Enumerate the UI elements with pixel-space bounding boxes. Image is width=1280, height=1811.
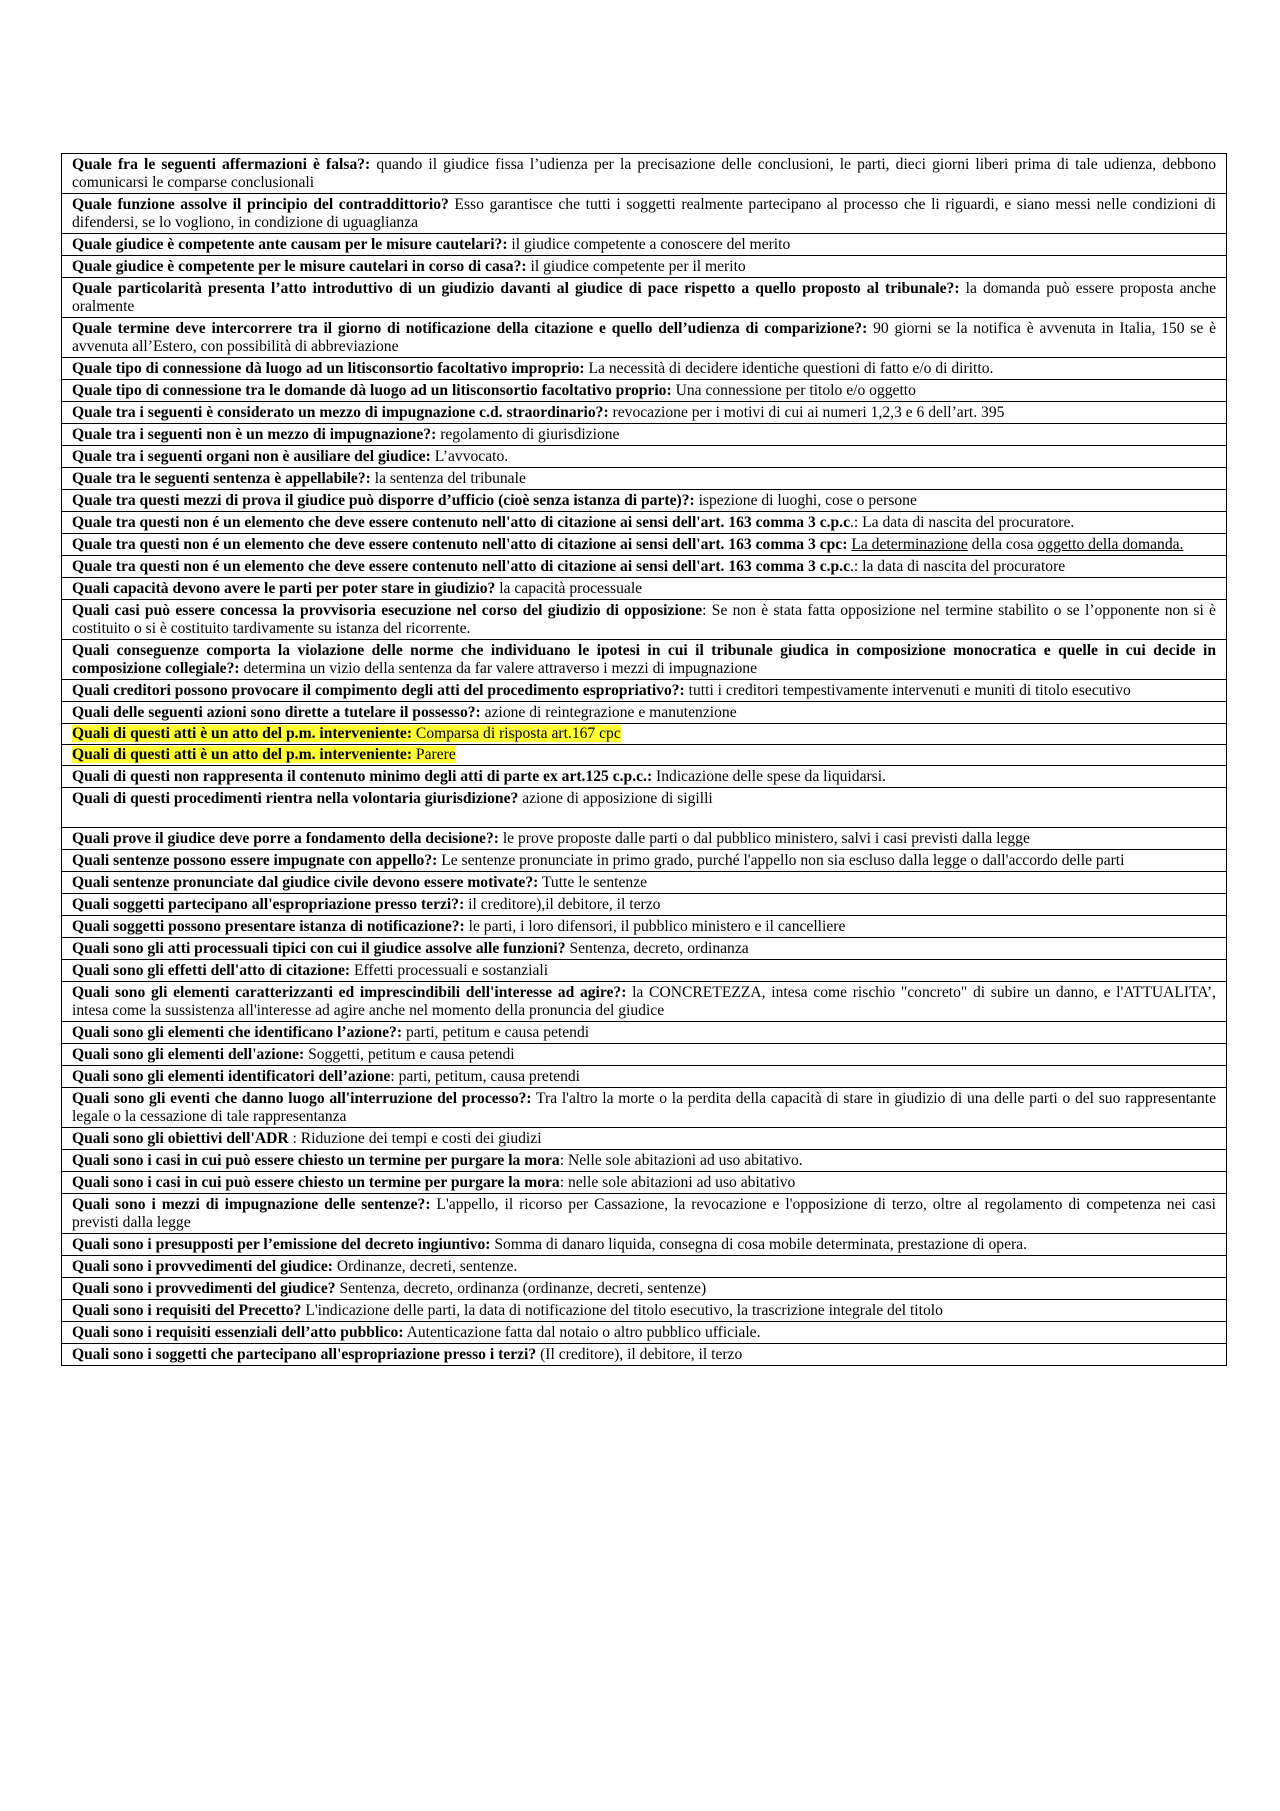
answer-text: regolamento di giurisdizione xyxy=(436,426,620,443)
answer-text: .: la data di nascita del procuratore xyxy=(850,558,1066,575)
qa-cell xyxy=(62,278,1227,318)
document-page xyxy=(61,153,1227,1366)
qa-cell xyxy=(62,358,1227,380)
answer-text: Parere xyxy=(412,746,456,763)
underlined-answer-text: La determinazione xyxy=(851,536,968,553)
table-row xyxy=(62,1194,1227,1234)
question-text: Quali di questi atti è un atto del p.m. interveniente: xyxy=(72,725,413,742)
qa-cell xyxy=(62,1066,1227,1088)
answer-text: : Nelle sole abitazioni ad uso abitativo. xyxy=(559,1152,803,1169)
qa-cell xyxy=(62,194,1227,234)
answer-text: le prove proposte dalle parti o dal pubblico ministero, salvi i casi previsti dalla legge xyxy=(498,830,1030,847)
table-row xyxy=(62,424,1227,446)
question-text: Quale fra le seguenti affermazioni è falsa?: xyxy=(72,156,371,173)
answer-text: Comparsa di risposta art.167 cpc xyxy=(412,725,621,742)
table-row xyxy=(62,468,1227,490)
table-row xyxy=(62,894,1227,916)
table-row xyxy=(62,916,1227,938)
question-text: Quali sono i provvedimenti del giudice? xyxy=(72,1280,336,1297)
highlight xyxy=(72,725,621,742)
qa-cell xyxy=(62,1044,1227,1066)
question-text: Quale funzione assolve il principio del contraddittorio? xyxy=(72,196,449,213)
table-row xyxy=(62,828,1227,850)
answer-text: Sentenza, decreto, ordinanza xyxy=(565,940,749,957)
table-row xyxy=(62,960,1227,982)
question-text: Quali di questi atti è un atto del p.m. interveniente: xyxy=(72,746,413,763)
question-text: Quale tra le seguenti sentenza è appellabile?: xyxy=(72,470,371,487)
answer-text: revocazione per i motivi di cui ai numeri 1,2,3 e 6 dell’art. 395 xyxy=(608,404,1005,421)
answer-text: : parti, petitum, causa pretendi xyxy=(390,1068,581,1085)
answer-text: Sentenza, decreto, ordinanza (ordinanze, decreti, sentenze) xyxy=(335,1280,707,1297)
question-text: Quale giudice è competente ante causam per le misure cautelari?: xyxy=(72,236,508,253)
table-row xyxy=(62,1344,1227,1366)
qa-cell xyxy=(62,1322,1227,1344)
table-row xyxy=(62,318,1227,358)
question-text: Quali sono gli atti processuali tipici con cui il giudice assolve alle funzioni? xyxy=(72,940,566,957)
table-row xyxy=(62,154,1227,194)
question-text: Quali sono gli elementi caratterizzanti ed imprescindibili dell'interesse ad agire?: xyxy=(72,984,627,1001)
question-text: Quale tra questi non é un elemento che deve essere contenuto nell'atto di citazione ai sensi dell'art. 163 comma 3 c.p.c xyxy=(72,558,851,575)
qa-cell xyxy=(62,1194,1227,1234)
qa-cell xyxy=(62,1278,1227,1300)
qa-cell xyxy=(62,745,1227,766)
question-text: Quali delle seguenti azioni sono dirette a tutelare il possesso?: xyxy=(72,704,481,721)
question-text: Quali capacità devono avere le parti per poter stare in giudizio? xyxy=(72,580,496,597)
question-text: Quale tipo di connessione tra le domande dà luogo ad un litisconsortio facoltativo proprio: xyxy=(72,382,672,399)
answer-text: La necessità di decidere identiche questioni di fatto e/o di diritto. xyxy=(584,360,994,377)
answer-text: L'indicazione delle parti, la data di notificazione del titolo esecutivo, la trascrizione integrale del titolo xyxy=(301,1302,943,1319)
question-text: Quali sono i provvedimenti del giudice: xyxy=(72,1258,333,1275)
underlined-answer-text: oggetto della domanda. xyxy=(1037,536,1184,553)
table-row xyxy=(62,534,1227,556)
table-row xyxy=(62,194,1227,234)
table-row xyxy=(62,1088,1227,1128)
qa-cell xyxy=(62,512,1227,534)
answer-text: Ordinanze, decreti, sentenze. xyxy=(332,1258,518,1275)
table-row xyxy=(62,938,1227,960)
qa-cell xyxy=(62,938,1227,960)
table-row xyxy=(62,600,1227,640)
qa-cell xyxy=(62,490,1227,512)
table-row xyxy=(62,278,1227,318)
qa-cell xyxy=(62,916,1227,938)
table-row xyxy=(62,256,1227,278)
qa-cell xyxy=(62,640,1227,680)
qa-cell xyxy=(62,680,1227,702)
question-text: Quale particolarità presenta l’atto introduttivo di un giudizio davanti al giudice di pace rispetto a quello proposto al tribunale?: xyxy=(72,280,960,297)
qa-cell xyxy=(62,256,1227,278)
qa-cell xyxy=(62,154,1227,194)
question-text: Quali sono gli obiettivi dell'ADR xyxy=(72,1130,289,1147)
qa-cell xyxy=(62,1344,1227,1366)
answer-text: azione di reintegrazione e manutenzione xyxy=(480,704,737,721)
question-text: Quali creditori possono provocare il compimento degli atti del procedimento espropriativo?: xyxy=(72,682,685,699)
answer-text: ispezione di luoghi, cose o persone xyxy=(694,492,917,509)
answer-text: il giudice competente per il merito xyxy=(526,258,746,275)
answer-text: la sentenza del tribunale xyxy=(370,470,526,487)
question-text: Quali sentenze possono essere impugnate con appello?: xyxy=(72,852,438,869)
qa-cell xyxy=(62,766,1227,788)
table-row xyxy=(62,1278,1227,1300)
answer-text: la capacità processuale xyxy=(495,580,643,597)
qa-cell xyxy=(62,578,1227,600)
answer-text: Effetti processuali e sostanziali xyxy=(350,962,549,979)
table-row xyxy=(62,380,1227,402)
table-row xyxy=(62,402,1227,424)
qa-cell xyxy=(62,1172,1227,1194)
question-text: Quali sono i requisiti del Precetto? xyxy=(72,1302,302,1319)
table-row xyxy=(62,1150,1227,1172)
qa-cell xyxy=(62,724,1227,745)
question-text: Quale giudice è competente per le misure cautelari in corso di casa?: xyxy=(72,258,527,275)
table-row xyxy=(62,872,1227,894)
qa-cell xyxy=(62,1300,1227,1322)
table-row xyxy=(62,556,1227,578)
table-row xyxy=(62,1300,1227,1322)
question-text: Quali sono gli elementi identificatori dell’azione xyxy=(72,1068,391,1085)
question-text: Quali sono i casi in cui può essere chiesto un termine per purgare la mora xyxy=(72,1152,560,1169)
qa-cell xyxy=(62,556,1227,578)
table-row xyxy=(62,1044,1227,1066)
question-text: Quali sono i requisiti essenziali dell’atto pubblico: xyxy=(72,1324,404,1341)
answer-text: : Riduzione dei tempi e costi dei giudizi xyxy=(288,1130,542,1147)
table-row xyxy=(62,745,1227,766)
qa-cell xyxy=(62,1256,1227,1278)
table-row xyxy=(62,702,1227,724)
question-text: Quale tra i seguenti non è un mezzo di impugnazione?: xyxy=(72,426,437,443)
qa-cell xyxy=(62,960,1227,982)
table-row xyxy=(62,982,1227,1022)
qa-cell xyxy=(62,534,1227,556)
qa-table-body xyxy=(62,154,1227,1366)
qa-cell xyxy=(62,894,1227,916)
table-row xyxy=(62,788,1227,828)
qa-cell xyxy=(62,468,1227,490)
answer-text: parti, petitum e causa petendi xyxy=(402,1024,590,1041)
answer-text: : nelle sole abitazioni ad uso abitativo xyxy=(559,1174,796,1191)
answer-text: Autenticazione fatta dal notaio o altro pubblico ufficiale. xyxy=(403,1324,761,1341)
qa-cell xyxy=(62,446,1227,468)
qa-cell xyxy=(62,318,1227,358)
table-row xyxy=(62,766,1227,788)
qa-table xyxy=(61,153,1227,1366)
answer-text: determina un vizio della sentenza da far valere attraverso i mezzi di impugnazione xyxy=(239,660,758,677)
question-text: Quali di questi non rappresenta il contenuto minimo degli atti di parte ex art.125 c.p.c.: xyxy=(72,768,653,785)
qa-cell xyxy=(62,702,1227,724)
question-text: Quali soggetti possono presentare istanza di notificazione?: xyxy=(72,918,465,935)
question-text: Quali sono i presupposti per l’emissione del decreto ingiuntivo: xyxy=(72,1236,491,1253)
question-text: Quali prove il giudice deve porre a fondamento della decisione?: xyxy=(72,830,499,847)
table-row xyxy=(62,1022,1227,1044)
qa-cell xyxy=(62,380,1227,402)
question-text: Quale tra i seguenti organi non è ausiliare del giudice: xyxy=(72,448,431,465)
qa-cell xyxy=(62,828,1227,850)
qa-cell xyxy=(62,402,1227,424)
answer-text: la domanda può essere proposta anche oralmente xyxy=(72,280,1216,315)
qa-cell xyxy=(62,788,1227,828)
answer-text: della cosa xyxy=(967,536,1038,553)
answer-text: Esso garantisce che tutti i soggetti realmente partecipano al processo che li riguardi, e siano messi nelle condizioni di difendersi, se lo vogliono, in condizione di uguaglianza xyxy=(72,196,1216,231)
answer-text: 90 giorni se la notifica è avvenuta in Italia, 150 se è avvenuta all’Estero, con possibilità di abbreviazione xyxy=(72,320,1216,355)
answer-text: il giudice competente a conoscere del merito xyxy=(507,236,791,253)
question-text: Quali sono gli eventi che danno luogo all'interruzione del processo?: xyxy=(72,1090,532,1107)
qa-cell xyxy=(62,982,1227,1022)
question-text: Quali sono i mezzi di impugnazione delle sentenze?: xyxy=(72,1196,431,1213)
answer-text: Una connessione per titolo e/o oggetto xyxy=(671,382,916,399)
table-row xyxy=(62,234,1227,256)
answer-text: Indicazione delle spese da liquidarsi. xyxy=(652,768,886,785)
answer-text: L’avvocato. xyxy=(430,448,509,465)
question-text: Quali conseguenze comporta la violazione delle norme che individuano le ipotesi in cui il tribunale giudica in composizione monocratica e quelle in cui decide in composizione collegiale?: xyxy=(72,642,1216,677)
question-text: Quali soggetti partecipano all'espropriazione presso terzi?: xyxy=(72,896,465,913)
table-row xyxy=(62,1066,1227,1088)
table-row xyxy=(62,1128,1227,1150)
highlight xyxy=(72,746,456,763)
question-text: Quali sono i soggetti che partecipano all'espropriazione presso i terzi? xyxy=(72,1346,537,1363)
answer-text: Somma di danaro liquida, consegna di cosa mobile determinata, prestazione di opera. xyxy=(490,1236,1027,1253)
answer-text: Le sentenze pronunciate in primo grado, purché l'appello non sia escluso dalla legge o dall'accordo delle parti xyxy=(437,852,1125,869)
question-text: Quali sono gli effetti dell'atto di citazione: xyxy=(72,962,351,979)
answer-text: azione di apposizione di sigilli xyxy=(518,790,713,807)
qa-cell xyxy=(62,1150,1227,1172)
table-row xyxy=(62,1234,1227,1256)
qa-cell xyxy=(62,424,1227,446)
table-row xyxy=(62,850,1227,872)
question-text: Quali casi può essere concessa la provvisoria esecuzione nel corso del giudizio di opposizione xyxy=(72,602,703,619)
qa-cell xyxy=(62,234,1227,256)
table-row xyxy=(62,446,1227,468)
table-row xyxy=(62,578,1227,600)
answer-text: la CONCRETEZZA, intesa come rischio "concreto" di subire un danno, e l'ATTUALITA’, intesa come la sussistenza all'interesse ad agire anche nel momento della pronuncia del giudice xyxy=(72,984,1216,1019)
qa-cell xyxy=(62,1088,1227,1128)
question-text: Quali sentenze pronunciate dal giudice civile devono essere motivate?: xyxy=(72,874,539,891)
answer-text: .: La data di nascita del procuratore. xyxy=(850,514,1075,531)
answer-text: quando il giudice fissa l’udienza per la precisazione delle conclusioni, le parti, dieci giorni liberi prima di tale udienza, debbono comunicarsi le comparse conclusionali xyxy=(72,156,1216,191)
qa-cell xyxy=(62,872,1227,894)
question-text: Quali sono gli elementi dell'azione: xyxy=(72,1046,305,1063)
answer-text: Soggetti, petitum e causa petendi xyxy=(304,1046,515,1063)
table-row xyxy=(62,358,1227,380)
table-row xyxy=(62,724,1227,745)
table-row xyxy=(62,1172,1227,1194)
question-text: Quale termine deve intercorrere tra il giorno di notificazione della citazione e quello dell’udienza di comparizione?: xyxy=(72,320,868,337)
table-row xyxy=(62,512,1227,534)
table-row xyxy=(62,1322,1227,1344)
answer-text: L'appello, il ricorso per Cassazione, la revocazione e l'opposizione di terzo, oltre al regolamento di competenza nei casi previsti dalla legge xyxy=(72,1196,1216,1231)
answer-text: le parti, i loro difensori, il pubblico ministero e il cancelliere xyxy=(464,918,846,935)
table-row xyxy=(62,490,1227,512)
question-text: Quale tra questi non é un elemento che deve essere contenuto nell'atto di citazione ai sensi dell'art. 163 comma 3 cpc: xyxy=(72,536,848,553)
question-text: Quale tipo di connessione dà luogo ad un litisconsortio facoltativo improprio: xyxy=(72,360,585,377)
question-text: Quale tra questi mezzi di prova il giudice può disporre d’ufficio (cioè senza istanza di parte)?: xyxy=(72,492,695,509)
answer-text: il creditore),il debitore, il terzo xyxy=(464,896,661,913)
answer-text: Tra l'altro la morte o la perdita della capacità di stare in giudizio di una delle parti o del suo rappresentante legale o la cessazione di tale rappresentanza xyxy=(72,1090,1216,1125)
table-row xyxy=(62,640,1227,680)
qa-cell xyxy=(62,1128,1227,1150)
table-row xyxy=(62,1256,1227,1278)
question-text: Quale tra i seguenti è considerato un mezzo di impugnazione c.d. straordinario?: xyxy=(72,404,609,421)
question-text: Quali sono gli elementi che identificano l’azione?: xyxy=(72,1024,403,1041)
table-row xyxy=(62,680,1227,702)
question-text: Quale tra questi non é un elemento che deve essere contenuto nell'atto di citazione ai sensi dell'art. 163 comma 3 c.p.c xyxy=(72,514,851,531)
question-text: Quali di questi procedimenti rientra nella volontaria giurisdizione? xyxy=(72,790,519,807)
answer-text: (Il creditore), il debitore, il terzo xyxy=(536,1346,743,1363)
answer-text: tutti i creditori tempestivamente intervenuti e muniti di titolo esecutivo xyxy=(684,682,1131,699)
answer-text: Tutte le sentenze xyxy=(538,874,648,891)
answer-text: : Se non è stata fatta opposizione nel termine stabilito o se l’opponente non si è costituito o si è costituito tardivamente su istanza del ricorrente. xyxy=(72,602,1216,637)
qa-cell xyxy=(62,1234,1227,1256)
qa-cell xyxy=(62,1022,1227,1044)
qa-cell xyxy=(62,600,1227,640)
qa-cell xyxy=(62,850,1227,872)
question-text: Quali sono i casi in cui può essere chiesto un termine per purgare la mora xyxy=(72,1174,560,1191)
